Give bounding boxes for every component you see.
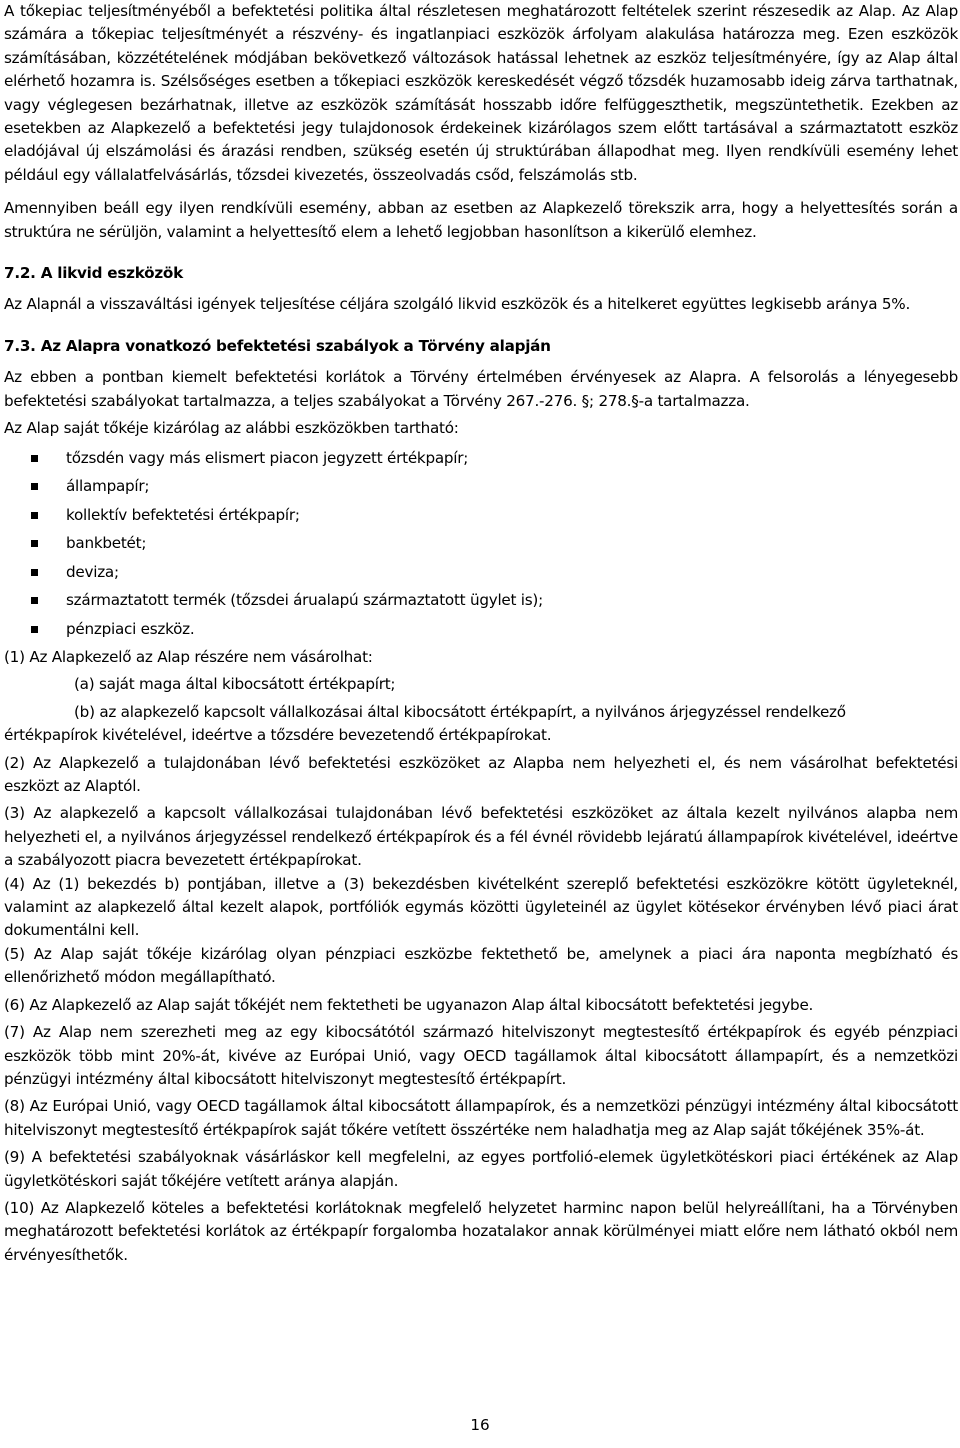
paragraph-list-intro: Az Alap saját tőkéje kizárólag az alábbi eszközökben tartható: bbox=[4, 419, 459, 438]
bullet-square-icon bbox=[31, 597, 38, 604]
document-page bbox=[4, 0, 958, 1267]
asset-list bbox=[4, 447, 958, 647]
rule-10: (10) Az Alapkezelő köteles a befektetési korlátoknak megfelelő helyzetet harminc napon belül helyreállítani, ha a Törvényben meghatározott befektetési korlátok az értékpapír forgalomba hozatalakor annak körülményei miatt előre nem látható okból nem érvényesíthetők. bbox=[4, 1198, 958, 1264]
bullet-square-icon bbox=[31, 455, 38, 462]
list-item: tőzsdén vagy más elismert piacon jegyzett értékpapír; bbox=[4, 447, 958, 476]
rule-1-a: (a) saját maga által kibocsátott értékpapírt; bbox=[74, 675, 396, 694]
bullet-square-icon bbox=[31, 512, 38, 519]
paragraph-rules-intro: Az ebben a pontban kiemelt befektetési korlátok a Törvény értelmében érvényesek az Alapra. A felsorolás a lényegesebb befektetési szabályokat tartalmazza, a teljes szabályokat a Törvény 267.-276. §; 278.§-a tartalmazza. bbox=[4, 368, 958, 410]
rule-2: (2) Az Alapkezelő a tulajdonában lévő befektetési eszközöket az Alapba nem helyezheti el, és nem vásárolhat befektetési eszközt az Alaptól. bbox=[4, 753, 958, 796]
bullet-square-icon bbox=[31, 626, 38, 633]
list-item: deviza; bbox=[4, 561, 958, 590]
rule-9: (9) A befektetési szabályoknak vásárláskor kell megfelelni, az egyes portfolió-elemek ügyletkötéskori piaci értékének az Alap ügyletkötéskori saját tőkéjére vetített aránya alapján. bbox=[4, 1148, 958, 1190]
heading-7-2: 7.2. A likvid eszközök bbox=[4, 264, 183, 283]
rule-1-intro: (1) Az Alapkezelő az Alap részére nem vásárolhat: bbox=[4, 648, 373, 666]
list-item: pénzpiaci eszköz. bbox=[4, 618, 958, 647]
bullet-square-icon bbox=[31, 483, 38, 490]
paragraph-extraordinary-event: Amennyiben beáll egy ilyen rendkívüli esemény, abban az esetben az Alapkezelő törekszik arra, hogy a helyettesítés során a struktúra ne sérüljön, valamint a helyettesítő elem a lehető legjobban hasonlítson a kikerülő elemhez. bbox=[4, 199, 958, 241]
rule-1-b-rest: értékpapírok kivételével, ideértve a tőzsdére bevezetendő értékpapírokat. bbox=[4, 726, 552, 745]
page-number: 16 bbox=[470, 1416, 490, 1434]
rule-4: (4) Az (1) bekezdés b) pontjában, illetve a (3) bekezdésben kivételként szereplő befektetési eszközökre kötött ügyleteknél, valamint az alapkezelő által kezelt alapok, portfóliók egymás közötti ügyleteinél az ügylet kötésekor érvényben lévő piaci árat dokumentálni kell. bbox=[4, 874, 958, 940]
paragraph-market-performance: A tőkepiac teljesítményéből a befektetési politika által részletesen meghatározott feltételek szerint részesedik az Alap. Az Alap számára a tőkepiac teljesítményét a részvény- és ingatlanpiaci eszközök árfolyam alakulása határozza meg. Ezen eszközök számításában, közzétételének módjában bekövetkező változások hatással lehetnek az eszköz teljesítményére, így az Alap által elérhető hozamra is. Szélsőséges esetben a tőkepiaci eszközök kereskedését végző tőzsdék huzamosabb ideig zárva tarthatnak, vagy véglegesen bezárhatnak, illetve az eszközök számítását hosszabb időre felfüggeszthetik, megszüntethetik. Ezekben az esetekben az Alapkezelő a befektetési jegy tulajdonosok érdekeinek kizárólagos szem előtt tartásával a származtatott eszköz eladójával új elszámolási és árazási rendben, szükség esetén új struktúrában állapodhat meg. Ilyen rendkívüli esemény lehet például egy vállalatfelvásárlás, tőzsdei kivezetés, összeolvadás csőd, felszámolás stb. bbox=[4, 2, 958, 184]
bullet-square-icon bbox=[31, 540, 38, 547]
paragraph-liquid-assets: Az Alapnál a visszaváltási igények teljesítése céljára szolgáló likvid eszközök és a hitelkeret együttes legkisebb aránya 5%. bbox=[4, 295, 911, 314]
heading-7-3: 7.3. Az Alapra vonatkozó befektetési szabályok a Törvény alapján bbox=[4, 336, 551, 355]
rule-6: (6) Az Alapkezelő az Alap saját tőkéjét nem fektetheti be ugyanazon Alap által kibocsátott befektetési jegybe. bbox=[4, 995, 814, 1014]
list-item: származtatott termék (tőzsdei árualapú származtatott ügylet is); bbox=[4, 589, 958, 618]
rule-5: (5) Az Alap saját tőkéje kizárólag olyan pénzpiaci eszközbe fektethető be, amelynek a piaci ára naponta megbízható és ellenőrizhető módon megállapítható. bbox=[4, 944, 958, 987]
list-item: kollektív befektetési értékpapír; bbox=[4, 504, 958, 533]
bullet-square-icon bbox=[31, 569, 38, 576]
list-item: állampapír; bbox=[4, 475, 958, 504]
rule-3: (3) Az alapkezelő a kapcsolt vállalkozásai tulajdonában lévő befektetési eszközöket az általa kezelt nyilvános alapba nem helyezheti el, a nyilvános árjegyzéssel rendelkező értékpapírok és a fél évnél rövidebb lejáratú állampapírok kivételével, ideértve a szabályozott piacra bevezetett értékpapírokat. bbox=[4, 804, 958, 870]
list-item: bankbetét; bbox=[4, 532, 958, 561]
rule-7: (7) Az Alap nem szerezheti meg az egy kibocsátótól származó hitelviszonyt megtestesítő értékpapírok és egyéb pénzpiaci eszközök több mint 20%-át, kivéve az Európai Unió, vagy OECD tagállamok által kibocsátott állampapírt, és a nemzetközi pénzügyi intézmény által kibocsátott hitelviszonyt megtestesítő értékpapírt. bbox=[4, 1023, 958, 1088]
rule-1-b-first-line: (b) az alapkezelő kapcsolt vállalkozásai által kibocsátott értékpapírt, a nyilvános árjegyzéssel rendelkező bbox=[74, 702, 846, 721]
rule-8: (8) Az Európai Unió, vagy OECD tagállamok által kibocsátott állampapírok, és a nemzetközi pénzügyi intézmény által kibocsátott hitelviszonyt megtestesítő értékpapírok saját tőkére vetített összértéke nem haladhatja meg az Alap saját tőkéjének 35%-át. bbox=[4, 1097, 958, 1139]
